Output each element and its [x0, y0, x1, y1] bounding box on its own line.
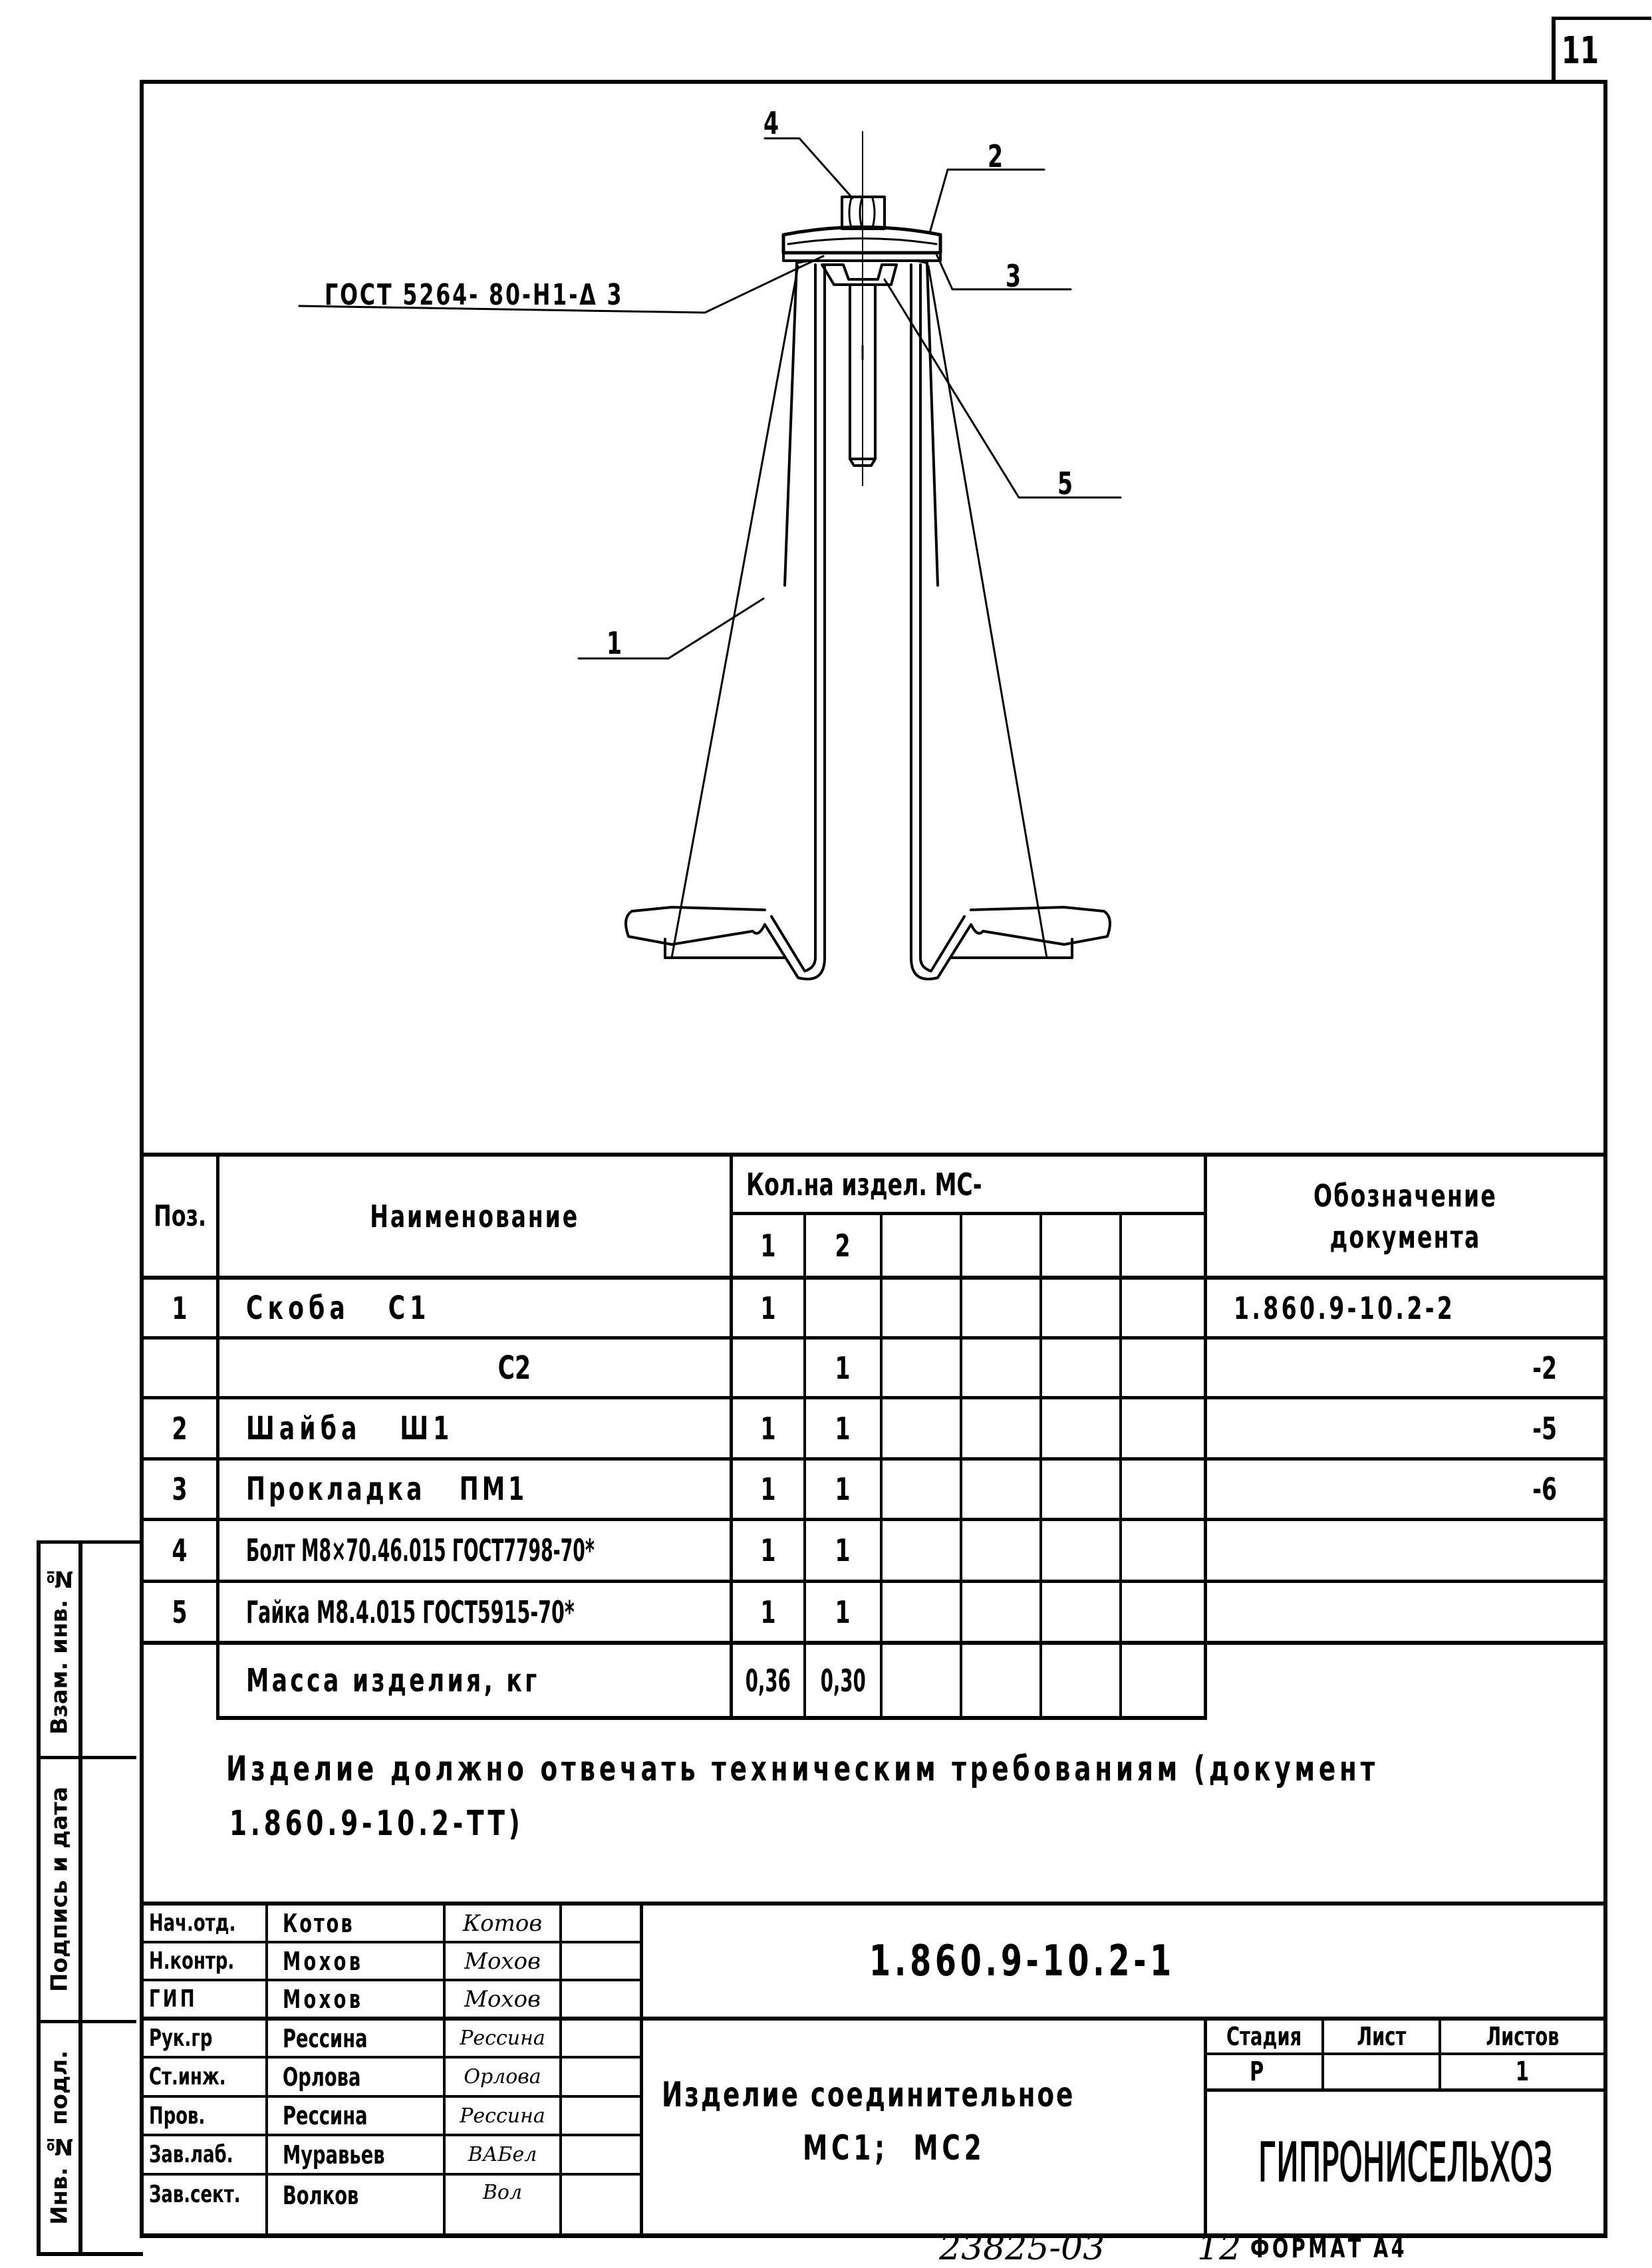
sheets-label: Листов: [1485, 2022, 1560, 2051]
handwritten-sheet-number: 12: [1197, 2228, 1242, 2268]
product-name-line-2: МС1; МС2: [803, 2128, 986, 2168]
callout-5: 5: [1057, 466, 1073, 501]
callout-2: 2: [988, 138, 1004, 174]
replaced-inv-label: Взам. инв. №: [46, 1565, 73, 1735]
format-label: ФОРМАТ А4: [1250, 2233, 1407, 2264]
callout-3: 3: [1006, 258, 1022, 294]
header-pos: Поз.: [154, 1199, 206, 1233]
header-qty-group: Кол.на издел. МС-: [746, 1166, 982, 1203]
callout-1: 1: [607, 625, 622, 661]
stage-value: Р: [1250, 2056, 1264, 2087]
sheets-value: 1: [1515, 2056, 1530, 2087]
product-name-line-1: Изделие соединительное: [662, 2075, 1075, 2115]
header-qty-1: 1: [760, 1227, 776, 1264]
organization-name: ГИПРОНИСЕЛЬХОЗ: [1258, 2132, 1553, 2194]
sheet-number: 11: [1561, 29, 1599, 72]
sheet-label: Лист: [1357, 2022, 1406, 2051]
header-name: Наименование: [370, 1198, 579, 1234]
callout-4: 4: [763, 105, 779, 141]
header-qty-2: 2: [835, 1227, 851, 1264]
sheet-value: [1324, 2055, 1439, 2088]
weld-note: ГОСТ 5264- 80-Н1-Δ 3: [325, 278, 624, 312]
archive-number: 23825-03: [939, 2228, 1105, 2268]
stage-label: Стадия: [1226, 2022, 1302, 2051]
note-line-1: Изделие должно отвечать техническим требованиям (документ: [226, 1749, 1379, 1789]
note-line-2: 1.860.9-10.2-ТТ): [229, 1804, 524, 1844]
document-code: 1.860.9-10.2-1: [869, 1936, 1175, 1986]
header-doc: Обозначение документа: [1313, 1177, 1498, 1255]
inv-original-label: Инв. № подл.: [46, 2050, 73, 2225]
signature-date-label: Подпись и дата: [46, 1786, 73, 1993]
